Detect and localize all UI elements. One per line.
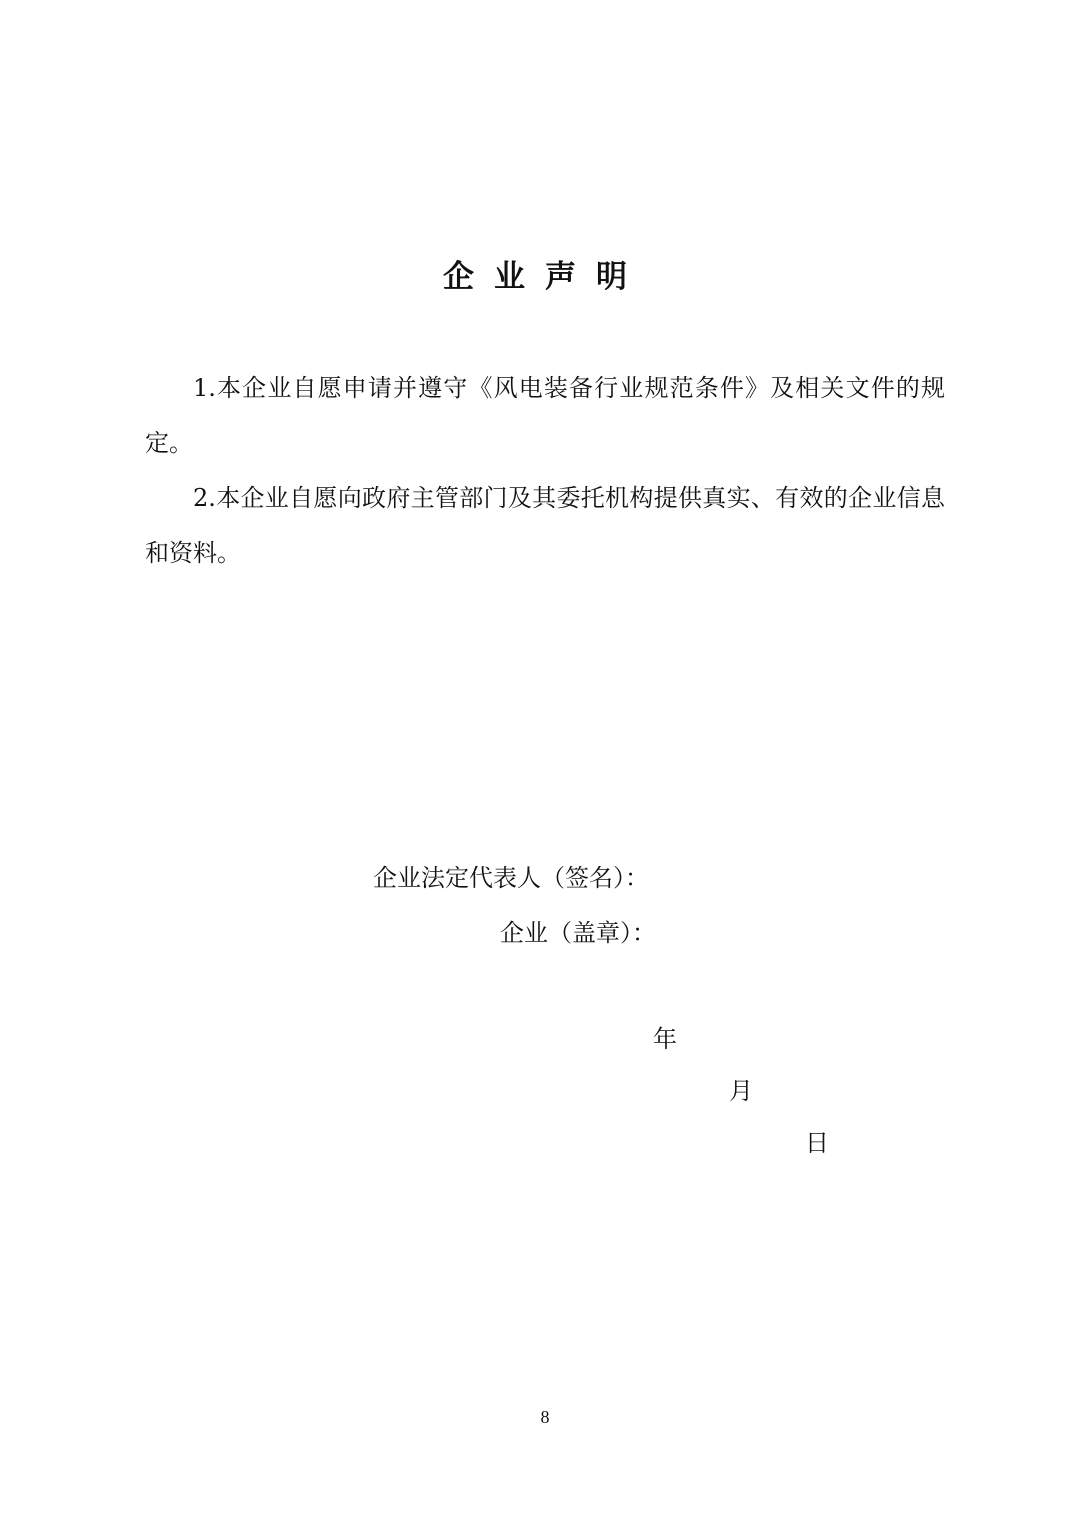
date-month-label: 月 (729, 1077, 753, 1105)
page-number: 8 (540, 1407, 550, 1427)
date-day-label: 日 (805, 1129, 829, 1157)
declaration-item-1: 1.本企业自愿申请并遵守《风电装备行业规范条件》及相关文件的规定。 (145, 374, 945, 457)
declaration-body (145, 361, 945, 581)
declaration-item-2: 2.本企业自愿向政府主管部门及其委托机构提供真实、有效的企业信息和资料。 (145, 484, 945, 567)
page-title: 企业声明 (443, 259, 647, 295)
date-year-label: 年 (653, 1025, 677, 1053)
legal-representative-signature-label: 企业法定代表人（签名）： (373, 864, 649, 892)
company-seal-label: 企业（盖章）： (500, 919, 656, 947)
signature-date (653, 961, 829, 1221)
